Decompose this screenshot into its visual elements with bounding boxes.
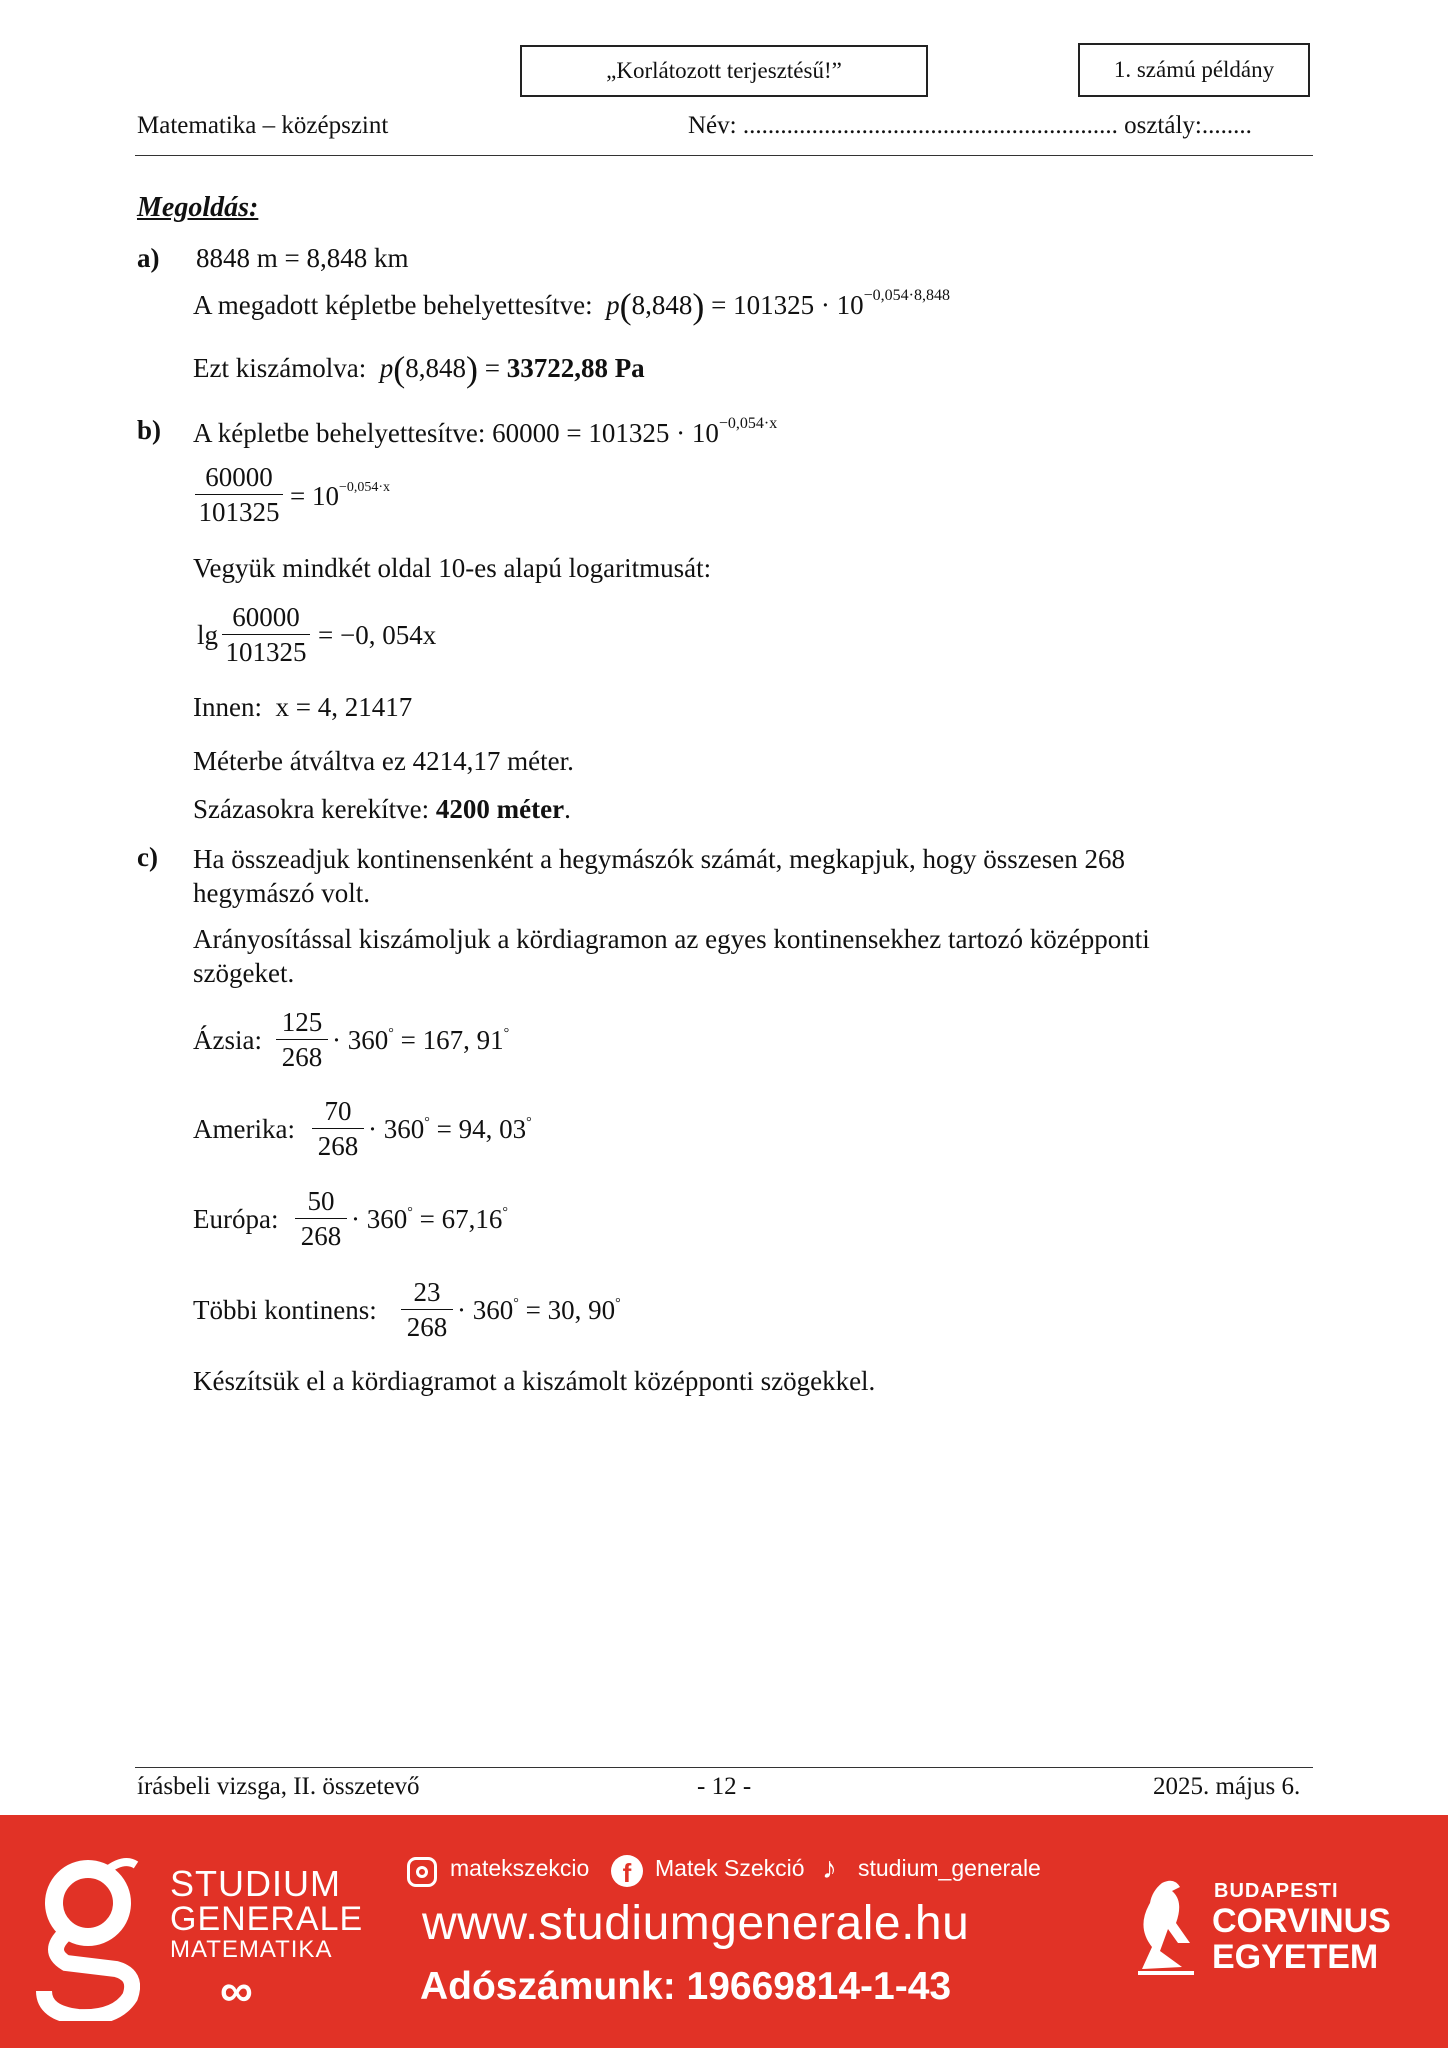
tiktok-icon[interactable]: ♪ [822, 1852, 837, 1885]
tax-number: Adószámunk: 19669814-1-43 [420, 1965, 952, 2008]
website-url[interactable]: www.studiumgenerale.hu [422, 1897, 970, 1950]
restricted-distribution-box: „Korlátozott terjesztésű!” [520, 45, 928, 97]
facebook-icon[interactable]: f [611, 1855, 643, 1887]
page-number: - 12 - [697, 1773, 752, 1800]
promo-banner [0, 1815, 1448, 2048]
studium-g-logo-icon [36, 1851, 140, 2021]
c-row-asia-fraction: 125 268 [276, 1005, 328, 1074]
brand-matematika: MATEMATIKA [170, 1936, 333, 1963]
a-calc-text: Ezt kiszámolva: [193, 353, 367, 383]
part-c-label: c) [137, 842, 158, 872]
corvinus-name: CORVINUS [1212, 1902, 1391, 1940]
footer-left: írásbeli vizsga, II. összetevő [137, 1773, 420, 1800]
b-x-value: x = 4, 21417 [275, 692, 413, 722]
b-subst-eq: 60000 = 101325 · 10 [492, 418, 719, 448]
b-log-instruction: Vegyük mindkét oldal 10-es alapú logaritmusát: [193, 553, 712, 583]
name-class-field: Név: ............................................................ osztály:........ [688, 112, 1252, 139]
c-row-other-fraction: 23 268 [401, 1275, 453, 1344]
b-fraction-rhs: = $10^{-0,054\cdot x}$ [290, 480, 391, 511]
b-lg-rhs: = −0, 054x [318, 620, 437, 650]
c-paragraph-2: Arányosítással kiszámoljuk a kördiagramon az egyes kontinensekhez tartozó középponti szögeket. [193, 924, 1150, 988]
c-row-europe-value: · 360° = 67,16° [351, 1204, 508, 1234]
footer-rule [135, 1767, 1313, 1768]
a-calc-lhs: 8,848 [405, 353, 466, 383]
corvinus-raven-logo-icon [1132, 1877, 1200, 1977]
c-row-other-name: Többi kontinens: [193, 1295, 377, 1325]
b-meter-conversion: Méterbe átváltva ez 4214,17 méter. [193, 746, 574, 776]
b-fraction: 60000 101325 [195, 460, 283, 529]
part-a-label: a) [137, 243, 160, 273]
a-calculation: Ezt kiszámolva: p(8,848) = 33722,88 Pa [193, 349, 645, 389]
a-substitution: A megadott képletbe behelyettesítve: $p(8,848) = 101325 \cdot 10^{-0,054\cdot 8,848}$ [193, 286, 950, 326]
a-conversion: 8848 m = 8,848 km [196, 243, 409, 273]
b-substitution [193, 415, 777, 449]
corvinus-egyetem: EGYETEM [1212, 1938, 1379, 1976]
a-calc-eq: = [484, 353, 500, 383]
copy-number-box: 1. számú példány [1078, 43, 1310, 97]
tiktok-handle[interactable]: studium_generale [858, 1855, 1041, 1881]
b-rounded-value: 4200 méter [435, 794, 565, 824]
brand-studium: STUDIUM [170, 1863, 341, 1904]
c-final-text: Készítsük el a kördiagramot a kiszámolt középponti szögekkel. [193, 1366, 876, 1396]
a-subst-rhs: = 101325 · 10 [711, 290, 864, 320]
b-lg: lg [197, 620, 219, 650]
c-row-america-fraction: 70 268 [312, 1094, 364, 1163]
a-subst-exponent: −0,054·8,848 [863, 287, 950, 304]
instagram-handle[interactable]: matekszekcio [450, 1855, 590, 1881]
b-result-line: Innen: x = 4, 21417 [193, 692, 413, 722]
c-row-other-value: · 360° = 30, 90° [457, 1295, 621, 1325]
c-row-america-name: Amerika: [193, 1114, 295, 1144]
c-row-europe-fraction: 50 268 [295, 1184, 347, 1253]
c-row-america-value: · 360° = 94, 03° [368, 1114, 532, 1144]
a-calc-result: 33722,88 Pa [506, 353, 645, 383]
c-row-asia-value: · 360° = 167, 91° [332, 1025, 510, 1055]
instagram-icon[interactable] [407, 1857, 437, 1887]
corvinus-budapesti: BUDAPESTI [1214, 1880, 1339, 1902]
solution-title: Megoldás: [137, 192, 259, 223]
infinity-icon: ∞ [220, 1964, 253, 2016]
b-rounding: Százasokra kerekítve: 4200 méter. [193, 794, 571, 824]
subject-label: Matematika – középszint [137, 112, 389, 139]
b-lg-fraction: 60000 101325 [222, 600, 310, 669]
a-subst-lhs: 8,848 [631, 290, 693, 320]
b-subst-exponent: −0,054·x [718, 415, 778, 432]
part-b-label: b) [137, 415, 162, 445]
c-row-asia-name: Ázsia: [193, 1025, 262, 1055]
header-rule [135, 155, 1313, 156]
brand-generale: GENERALE [170, 1900, 364, 1938]
facebook-page[interactable]: Matek Szekció [655, 1855, 805, 1881]
b-subst-text: A képletbe behelyettesítve: [193, 418, 486, 448]
c-row-europe-name: Európa: [193, 1204, 279, 1234]
footer-date: 2025. május 6. [1153, 1773, 1301, 1800]
c-paragraph-1: Ha összeadjuk kontinensenként a hegymászók számát, megkapjuk, hogy összesen 268 hegymászó volt. [193, 844, 1126, 908]
a-subst-text: A megadott képletbe behelyettesítve: [193, 290, 593, 320]
